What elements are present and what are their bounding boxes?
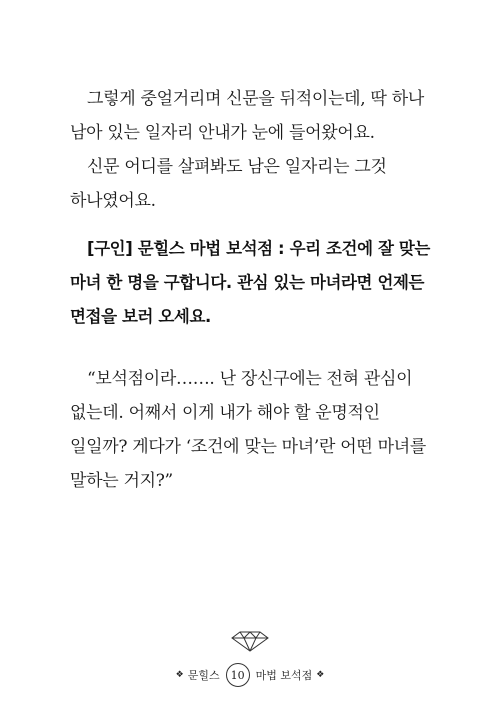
job-notice-text: [구인] 문힐스 마법 보석점 : 우리 조건에 잘 맞는 마녀 한 명을 구합니다. 관심 있는 마녀라면 언제든 면접을 보러 오세요. [70, 239, 430, 326]
paragraph-narration-2: 신문 어디를 살펴봐도 남은 일자리는 그것 하나였어요. [70, 157, 387, 211]
paragraph-dialogue: “보석점이라……. 난 장신구에는 전혀 관심이 없는데. 어째서 이게 내가 해야 할 운명적인 일일까? 게다가 ‘조건에 맞는 마녀’란 어떤 마녀를 말하는 거지?” [70, 369, 426, 491]
ornament-left: ❖ [175, 670, 184, 680]
page-number: 10 [226, 663, 250, 687]
diamond-gem-icon [226, 630, 274, 652]
footer-title-left: 문힐스 [187, 669, 220, 682]
footer-running-title [0, 660, 500, 690]
paragraph-narration-1: 그렇게 중얼거리며 신문을 뒤적이는데, 딱 하나 남아 있는 일자리 안내가 눈에 들어왔어요. [70, 89, 424, 143]
page-footer [0, 630, 500, 690]
ornament-right: ❖ [316, 670, 325, 680]
footer-title-right: 마법 보석점 [255, 669, 313, 682]
